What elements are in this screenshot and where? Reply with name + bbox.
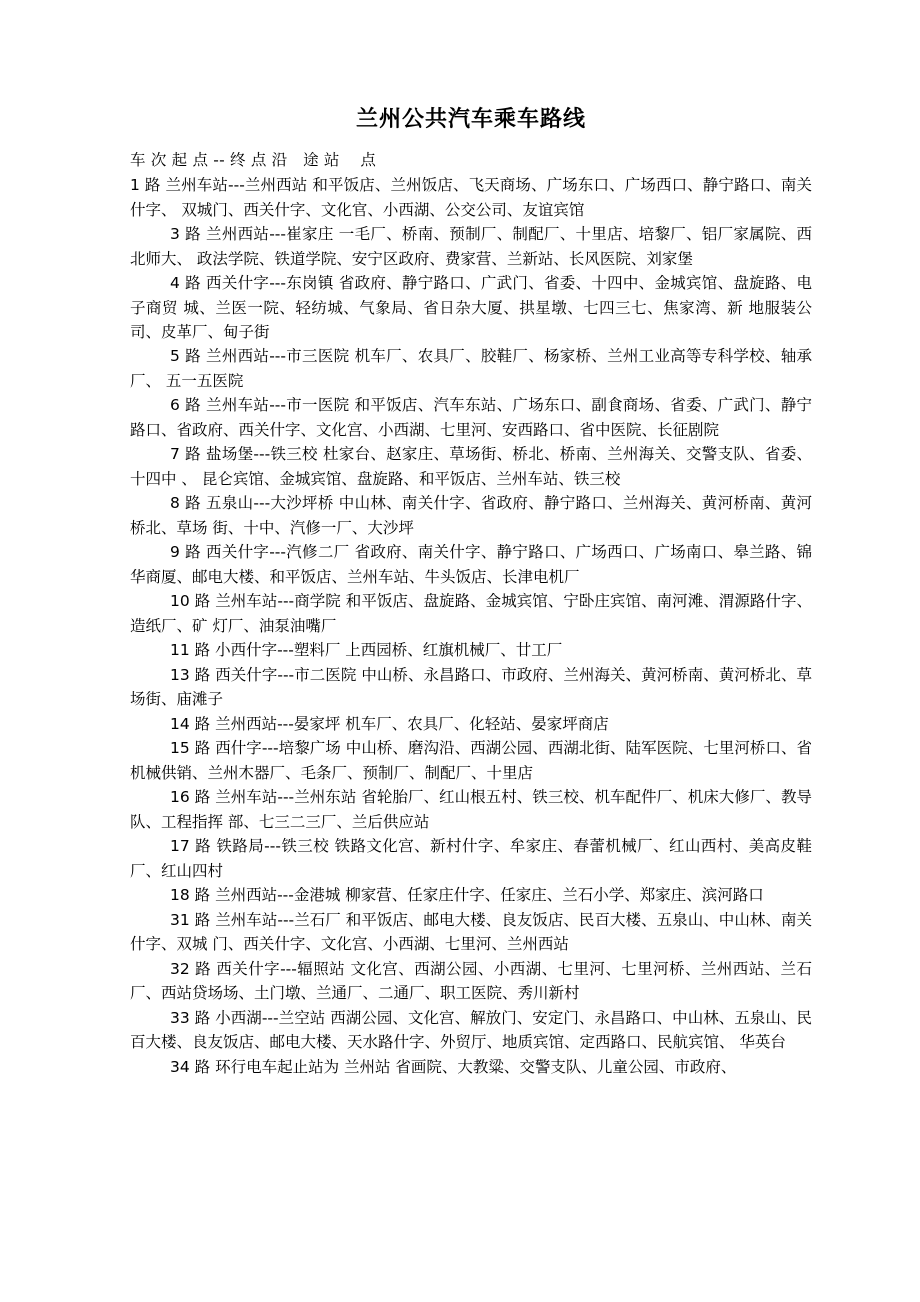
route-line-14: 14 路 兰州西站---晏家坪 机车厂、农具厂、化轻站、晏家坪商店	[170, 714, 609, 733]
route-line-13: 13 路 西关什字---市二医院 中山桥、永昌路口、市政府、兰州海关、黄河桥南、黄河桥北、草场街、庙滩子	[130, 665, 812, 709]
route-list	[130, 173, 812, 1079]
route-line-4: 4 路 西关什字---东岗镇 省政府、静宁路口、广武门、省委、十四中、金城宾馆、盘旋路、电子商贸 城、兰医一院、轻纺城、气象局、省日杂大厦、拱星墩、七四三七、焦家湾、新 地服装公司、皮革厂、甸子街	[130, 274, 812, 341]
route-line-33: 33 路 小西湖---兰空站 西湖公园、文化宫、解放门、安定门、永昌路口、中山林、五泉山、民百大楼、良友饭店、邮电大楼、天水路什字、外贸厅、地质宾馆、定西路口、民航宾馆、 华英台	[130, 1008, 812, 1052]
route-line-3: 3 路 兰州西站---崔家庄 一毛厂、桥南、预制厂、制配厂、十里店、培黎厂、铝厂家属院、西北师大、 政法学院、铁道学院、安宁区政府、费家营、兰新站、长风医院、刘家堡	[130, 225, 812, 268]
route-line-9: 9 路 西关什字---汽修二厂 省政府、南关什字、静宁路口、广场西口、广场南口、皋兰路、锦华商厦、邮电大楼、和平饭店、兰州车站、牛头饭店、长津电机厂	[130, 543, 812, 586]
route-line-18: 18 路 兰州西站---金港城 柳家营、任家庄什字、任家庄、兰石小学、郑家庄、滨河路口	[170, 886, 764, 905]
route-line-16: 16 路 兰州车站---兰州东站 省轮胎厂、红山根五村、铁三校、机车配件厂、机床大修厂、教导队、工程指挥 部、七三二三厂、兰后供应站	[130, 788, 812, 831]
route-line-32: 32 路 西关什字---辐照站 文化宫、西湖公园、小西湖、七里河、七里河桥、兰州西站、兰石厂、西站贷场场、土门墩、兰通厂、二通厂、职工医院、秀川新村	[130, 959, 812, 1003]
route-line-11: 11 路 小西什字---塑料厂 上西园桥、红旗机械厂、廿工厂	[170, 641, 563, 660]
route-line-8: 8 路 五泉山---大沙坪桥 中山林、南关什字、省政府、静宁路口、兰州海关、黄河桥南、黄河桥北、草场 街、十中、汽修一厂、大沙坪	[130, 494, 812, 537]
route-line-7: 7 路 盐场堡---铁三校 杜家台、赵家庄、草场街、桥北、桥南、兰州海关、交警支队、省委、十四中 、 昆仑宾馆、金城宾馆、盘旋路、和平饭店、兰州车站、铁三校	[130, 445, 812, 488]
page-title: 兰州公共汽车乘车路线	[355, 106, 586, 132]
route-line-15: 15 路 西什字---培黎广场 中山桥、磨沟沿、西湖公园、西湖北街、陆军医院、七里河桥口、省机械供销、兰州木器厂、毛条厂、预制厂、制配厂、十里店	[130, 739, 812, 782]
route-line-10: 10 路 兰州车站---商学院 和平饭店、盘旋路、金城宾馆、宁卧庄宾馆、南河滩、渭源路什字、造纸厂、矿 灯厂、油泵油嘴厂	[130, 592, 812, 635]
route-line-6: 6 路 兰州车站---市一医院 和平饭店、汽车东站、广场东口、副食商场、省委、广武门、静宁路口、省政府、西关什字、文化宫、小西湖、七里河、安西路口、省中医院、长征剧院	[130, 396, 812, 439]
route-line-17: 17 路 铁路局---铁三校 铁路文化宫、新村什字、牟家庄、春蕾机械厂、红山西村、美高皮鞋厂、红山四村	[130, 837, 812, 880]
route-line-5: 5 路 兰州西站---市三医院 机车厂、农具厂、胶鞋厂、杨家桥、兰州工业高等专科学校、轴承厂、 五一五医院	[130, 347, 812, 390]
route-line-31: 31 路 兰州车站---兰石厂 和平饭店、邮电大楼、良友饭店、民百大楼、五泉山、中山林、南关什字、双城 门、西关什字、文化宫、小西湖、七里河、兰州西站	[130, 910, 812, 954]
route-line-1: 1 路 兰州车站---兰州西站 和平饭店、兰州饭店、飞天商场、广场东口、广场西口、静宁路口、南关什字、 双城门、西关什字、文化官、小西湖、公交公司、友谊宾馆	[130, 176, 812, 219]
column-header: 车 次 起 点 -- 终 点 沿 途 站 点	[130, 150, 377, 169]
route-line-34: 34 路 环行电车起止站为 兰州站 省画院、大教粱、交警支队、儿童公园、市政府、	[170, 1057, 737, 1076]
